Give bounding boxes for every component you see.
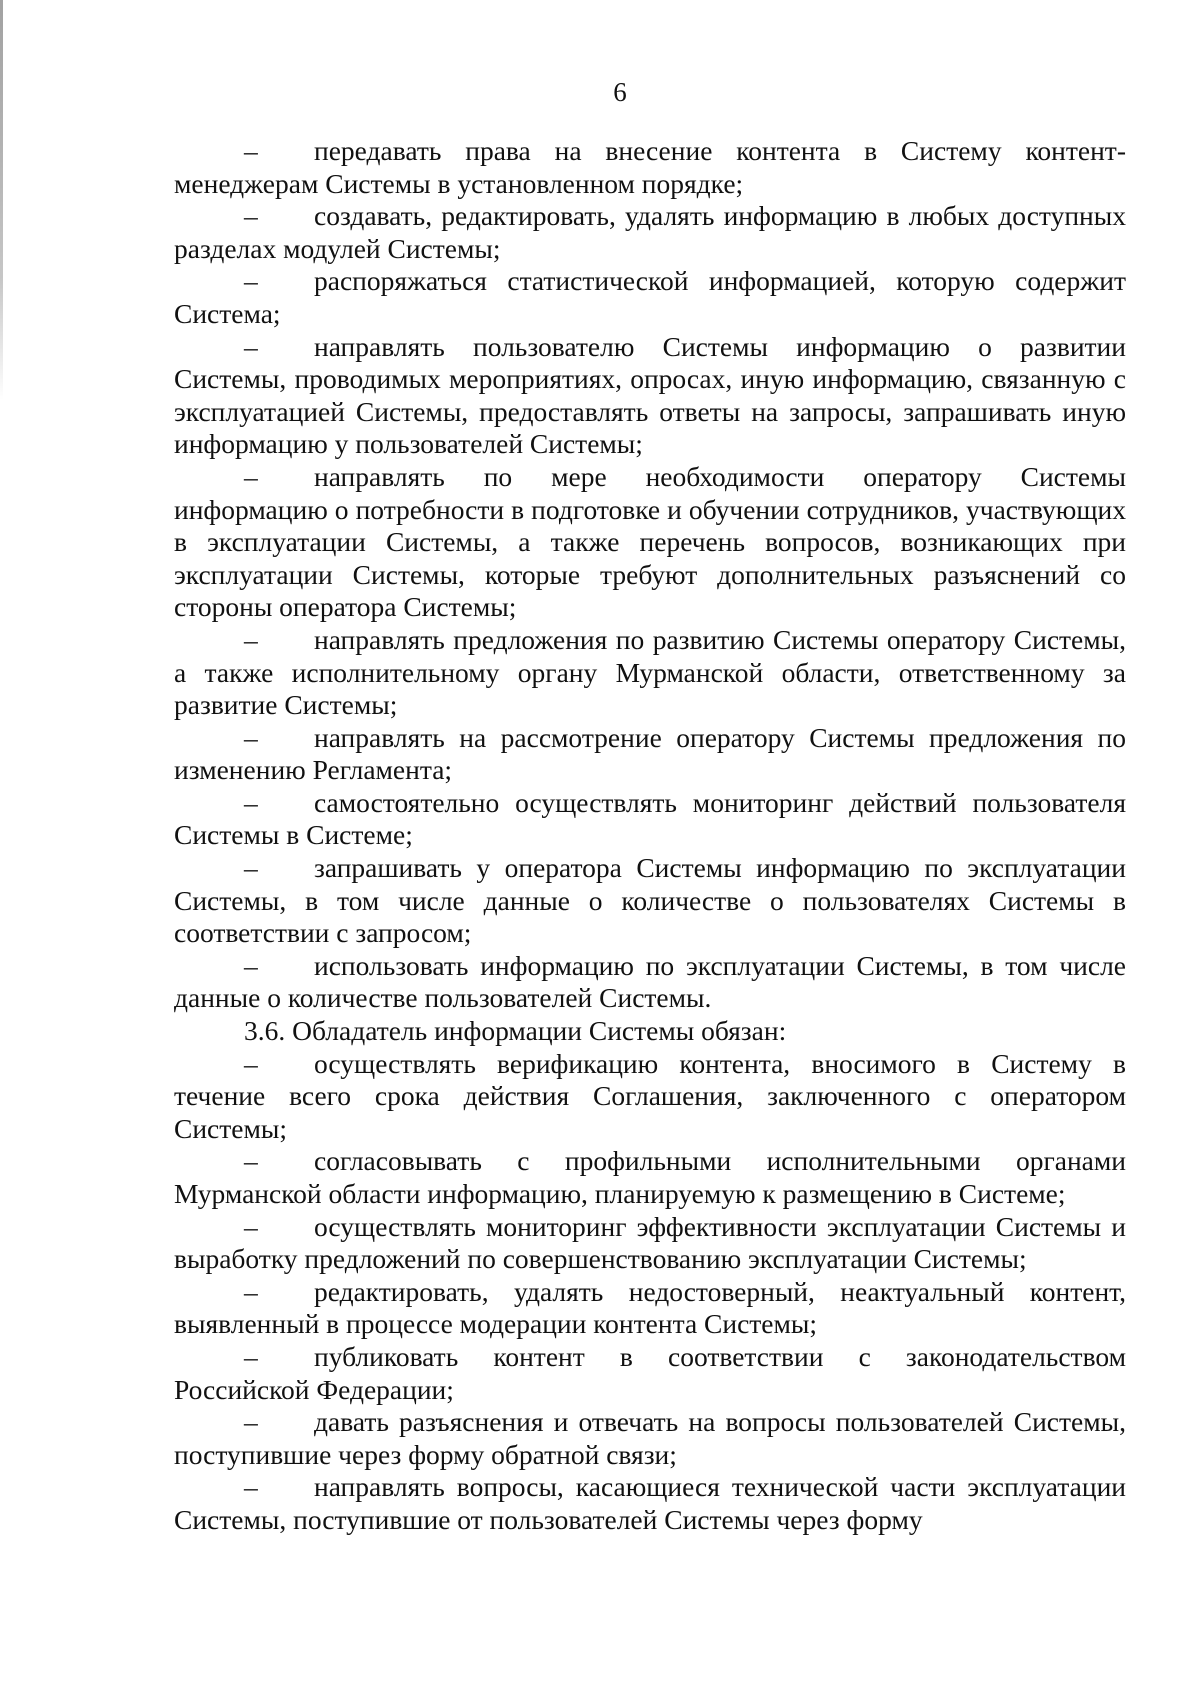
list-item	[174, 1211, 1126, 1276]
section-heading: 3.6. Обладатель информации Системы обязан:	[244, 1015, 787, 1047]
list-item-text: создавать, редактировать, удалять информацию в любых доступных разделах модулей Системы;	[174, 200, 1126, 264]
list-item-text: самостоятельно осуществлять мониторинг действий пользователя Системы в Системе;	[174, 786, 1126, 851]
scan-edge-shadow	[0, 0, 3, 400]
bullet-dash: –	[244, 786, 258, 818]
list-item-text: направлять предложения по развитию Системы оператору Системы, а также исполнительному органу Мурманской области, ответственному за развитие Системы;	[174, 623, 1126, 721]
list-item-text: согласовывать с профильными исполнительными органами Мурманской области информацию, планируемую к размещению в Системе;	[174, 1145, 1126, 1209]
bullet-dash: –	[244, 1047, 258, 1079]
list-item-text: направлять пользователю Системы информацию о развитии Системы, проводимых мероприятиях, опросах, иную информацию, связанную с эксплуатацией Системы, предоставлять ответы на запросы, запрашивать иную информацию у пользователей Системы;	[174, 330, 1126, 460]
list-item-text: редактировать, удалять недостоверный, неактуальный контент, выявленный в процессе модерации контента Системы;	[174, 1275, 1126, 1340]
list-item	[174, 1406, 1126, 1471]
bullet-dash: –	[244, 1406, 258, 1438]
list-item	[174, 331, 1126, 461]
list-item	[174, 1145, 1126, 1210]
document-body	[174, 135, 1126, 1537]
list-item	[174, 787, 1126, 852]
bullet-dash: –	[244, 1275, 258, 1307]
list-item-text: передавать права на внесение контента в Систему контент-менеджерам Системы в установленном порядке;	[174, 135, 1126, 199]
list-item-text: запрашивать у оператора Системы информацию по эксплуатации Системы, в том числе данные о количестве о пользователях Системы в соответствии с запросом;	[174, 852, 1126, 949]
bullet-dash: –	[244, 1340, 258, 1372]
bullet-dash: –	[244, 852, 258, 884]
list-item	[174, 624, 1126, 722]
bullet-dash: –	[244, 623, 258, 655]
bullet-dash: –	[244, 1471, 258, 1503]
list-item-text: осуществлять мониторинг эффективности эксплуатации Системы и выработку предложений по совершенствованию эксплуатации Системы;	[174, 1210, 1126, 1275]
bullet-dash: –	[244, 135, 258, 166]
bullet-dash: –	[244, 1210, 258, 1242]
page-number: 6	[613, 77, 627, 107]
list-item	[174, 950, 1126, 1015]
list-item	[174, 461, 1126, 624]
list-item-text: направлять по мере необходимости оператору Системы информацию о потребности в подготовке и обучении сотрудников, участвующих в эксплуатации Системы, а также перечень вопросов, возникающих при эксплуатации Системы, которые требуют дополнительных разъяснений со стороны оператора Системы;	[174, 460, 1126, 623]
list-item-text: направлять вопросы, касающиеся технической части эксплуатации Системы, поступившие от пользователей Системы через форму	[174, 1471, 1126, 1535]
bullet-dash: –	[244, 265, 258, 297]
list-item	[174, 852, 1126, 950]
list-item	[174, 135, 1126, 200]
bullet-dash: –	[244, 721, 258, 753]
list-item	[174, 1341, 1126, 1406]
list-item-text: давать разъяснения и отвечать на вопросы пользователей Системы, поступившие через форму обратной связи;	[174, 1406, 1126, 1470]
list-item	[174, 722, 1126, 787]
list-item	[174, 1048, 1126, 1146]
bullet-dash: –	[244, 949, 258, 981]
list-item-text: публиковать контент в соответствии с законодательством Российской Федерации;	[174, 1340, 1126, 1405]
list-item-text: распоряжаться статистической информацией, которую содержит Система;	[174, 265, 1126, 329]
bullet-dash: –	[244, 460, 258, 492]
list-item-text: осуществлять верификацию контента, вносимого в Систему в течение всего срока действия Соглашения, заключенного с оператором Системы;	[174, 1047, 1126, 1144]
list-item-text: использовать информацию по эксплуатации Системы, в том числе данные о количестве пользователей Системы.	[174, 949, 1126, 1014]
list-item	[174, 200, 1126, 265]
list-item-text: направлять на рассмотрение оператору Системы предложения по изменению Регламента;	[174, 721, 1126, 786]
list-item	[174, 1471, 1126, 1536]
list-item	[174, 265, 1126, 330]
bullet-dash: –	[244, 1145, 258, 1177]
bullet-dash: –	[244, 200, 258, 232]
list-item	[174, 1276, 1126, 1341]
bullet-dash: –	[244, 330, 258, 362]
